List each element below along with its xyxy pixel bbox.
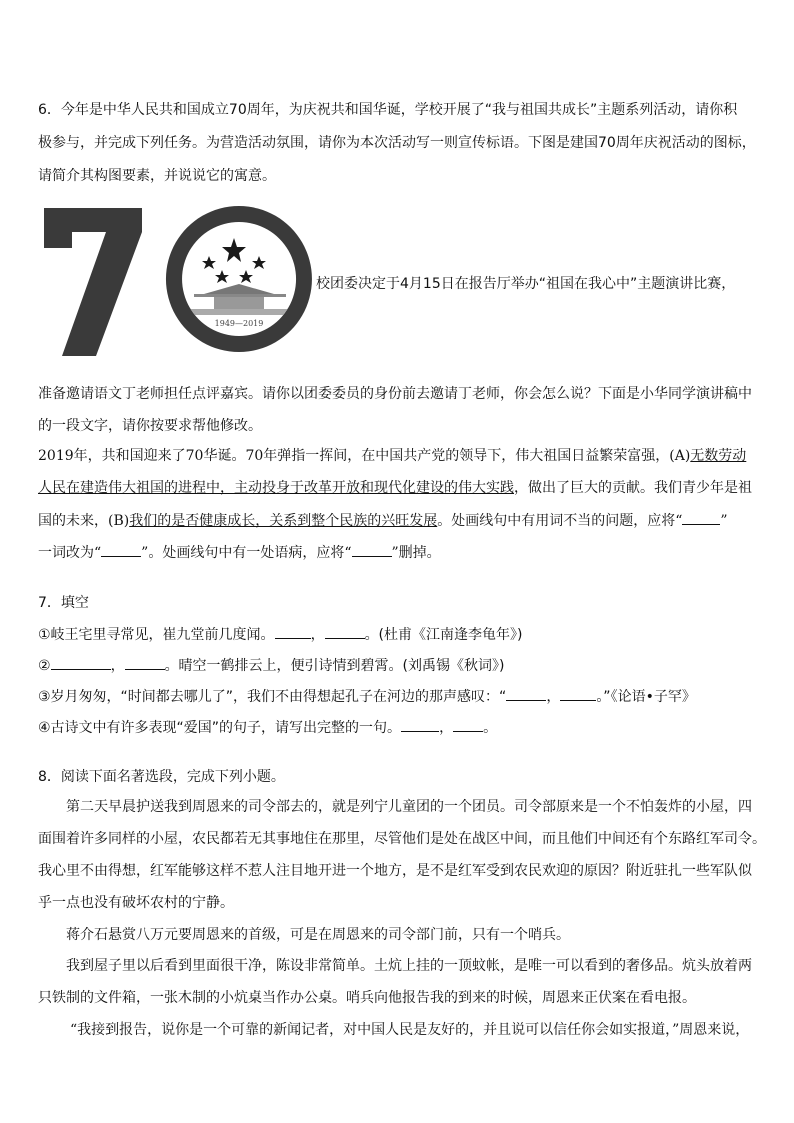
answer-blank[interactable] xyxy=(125,655,165,670)
q8-excerpt-line-5: 蒋介石悬赏八万元要周恩来的首级，可是在周恩来的司令部门前，只有一个哨兵。 xyxy=(66,927,570,943)
q8-excerpt-line-6: 我到屋子里以后看到里面很干净，陈设非常简单。土炕上挂的一顶蚊帐，是唯一可以看到的奢侈品。炕头放着两 xyxy=(66,958,752,974)
q8-excerpt-line-4: 乎一点也没有破坏农村的宁静。 xyxy=(38,895,234,911)
q6-line-4: 校团委决定于4月15日在报告厅举办“祖国在我心中”主题演讲比赛， xyxy=(316,276,736,292)
q7-item-1: ①岐王宅里寻常见，崔九堂前几度闻。 ， 。(杜甫《江南逢李龟年》) xyxy=(38,624,523,645)
passage-text: 。处画线句中有用词不当的问题，应将“ xyxy=(437,513,683,529)
logo-years: 1949—2019 xyxy=(214,319,264,328)
q7-item-4: ④古诗文中有许多表现“爱国”的句子，请写出完整的一句。 ， 。 xyxy=(38,717,497,738)
answer-blank[interactable] xyxy=(682,510,720,525)
underlined-sentence-a: 无数劳动 xyxy=(690,448,747,464)
q6-line-6: 的一段文字，请你按要求帮他修改。 xyxy=(38,418,262,434)
underlined-sentence-a-cont: 人民在建造伟大祖国的进程中，主动投身于改革开放和现代化建设的伟大实践 xyxy=(38,480,514,496)
q7-title: 7．填空 xyxy=(38,595,89,611)
passage-text: 国的未来，(B) xyxy=(38,513,130,529)
answer-blank[interactable] xyxy=(401,717,439,732)
q8-excerpt-line-8: “我接到报告，说你是一个可靠的新闻记者，对中国人民是友好的，并且说可以信任你会如实报道，”周恩来说， xyxy=(70,1022,750,1038)
q6-passage-line-3: 国的未来，(B)我们的是否健康成长，关系到整个民族的兴旺发展。处画线句中有用词不当的问题，应将“ ” xyxy=(38,510,728,531)
q8-title: 8．阅读下面名著选段，完成下列小题。 xyxy=(38,769,285,785)
q6-line-5: 准备邀请语文丁老师担任点评嘉宾。请你以团委委员的身份前去邀请丁老师，你会怎么说？下面是小华同学演讲稿中 xyxy=(38,386,752,402)
passage-text: 2019年，共和国迎来了70华诞。70年弹指一挥间，在中国共产党的领导下，伟大祖国日益繁荣富强，(A) xyxy=(38,448,691,464)
q8-excerpt-line-2: 面围着许多同样的小屋，农民都若无其事地住在那里，尽管他们是处在战区中间，而且他们中间还有个东路红军司令。 xyxy=(38,831,766,847)
answer-blank[interactable] xyxy=(275,624,311,639)
q8-excerpt-line-1: 第二天早晨护送我到周恩来的司令部去的，就是列宁儿童团的一个团员。司令部原来是一个不怕轰炸的小屋，四 xyxy=(66,799,752,815)
answer-blank[interactable] xyxy=(325,624,365,639)
q7-item-3: ③岁月匆匆，“时间都去哪儿了”，我们不由得想起孔子在河边的那声感叹：“ ， 。”《论语•子罕》 xyxy=(38,686,696,707)
answer-blank[interactable] xyxy=(453,717,483,732)
answer-blank[interactable] xyxy=(101,542,141,557)
q8-excerpt-line-3: 我心里不由得想，红军能够这样不惹人注目地开进一个地方，是不是红军受到农民欢迎的原因？附近驻扎一些军队似 xyxy=(38,863,752,879)
answer-blank[interactable] xyxy=(560,686,596,701)
q7-item-2: ② ， 。晴空一鹤排云上，便引诗情到碧霄。(刘禹锡《秋词》) xyxy=(38,655,505,676)
q6-line-1: 6．今年是中华人民共和国成立70周年，为庆祝共和国华诞，学校开展了“我与祖国共成长”主题系列活动，请你积 xyxy=(38,102,738,118)
answer-blank[interactable] xyxy=(352,542,392,557)
q6-passage-line-1 xyxy=(38,446,746,466)
q6-line-3: 请简介其构图要素，并说说它的寓意。 xyxy=(38,168,276,184)
70th-anniversary-logo xyxy=(44,198,312,360)
underlined-sentence-b: 我们的是否健康成长，关系到整个民族的兴旺发展 xyxy=(129,513,438,529)
passage-text: ，做出了巨大的贡献。我们青少年是祖 xyxy=(514,480,752,496)
q6-line-2: 极参与，并完成下列任务。为营造活动氛围，请你为本次活动写一则宣传标语。下图是建国70周年庆祝活动的图标， xyxy=(38,135,756,151)
q6-passage-line-4: 一词改为“ ”。处画线句中有一处语病，应将“ ”删掉。 xyxy=(38,542,441,563)
q8-excerpt-line-7: 只铁制的文件箱，一张木制的小炕桌当作办公桌。哨兵向他报告我的到来的时候，周恩来正伏案在看电报。 xyxy=(38,990,696,1006)
answer-blank[interactable] xyxy=(506,686,546,701)
answer-blank[interactable] xyxy=(51,655,111,670)
q6-passage-line-2 xyxy=(38,478,752,498)
